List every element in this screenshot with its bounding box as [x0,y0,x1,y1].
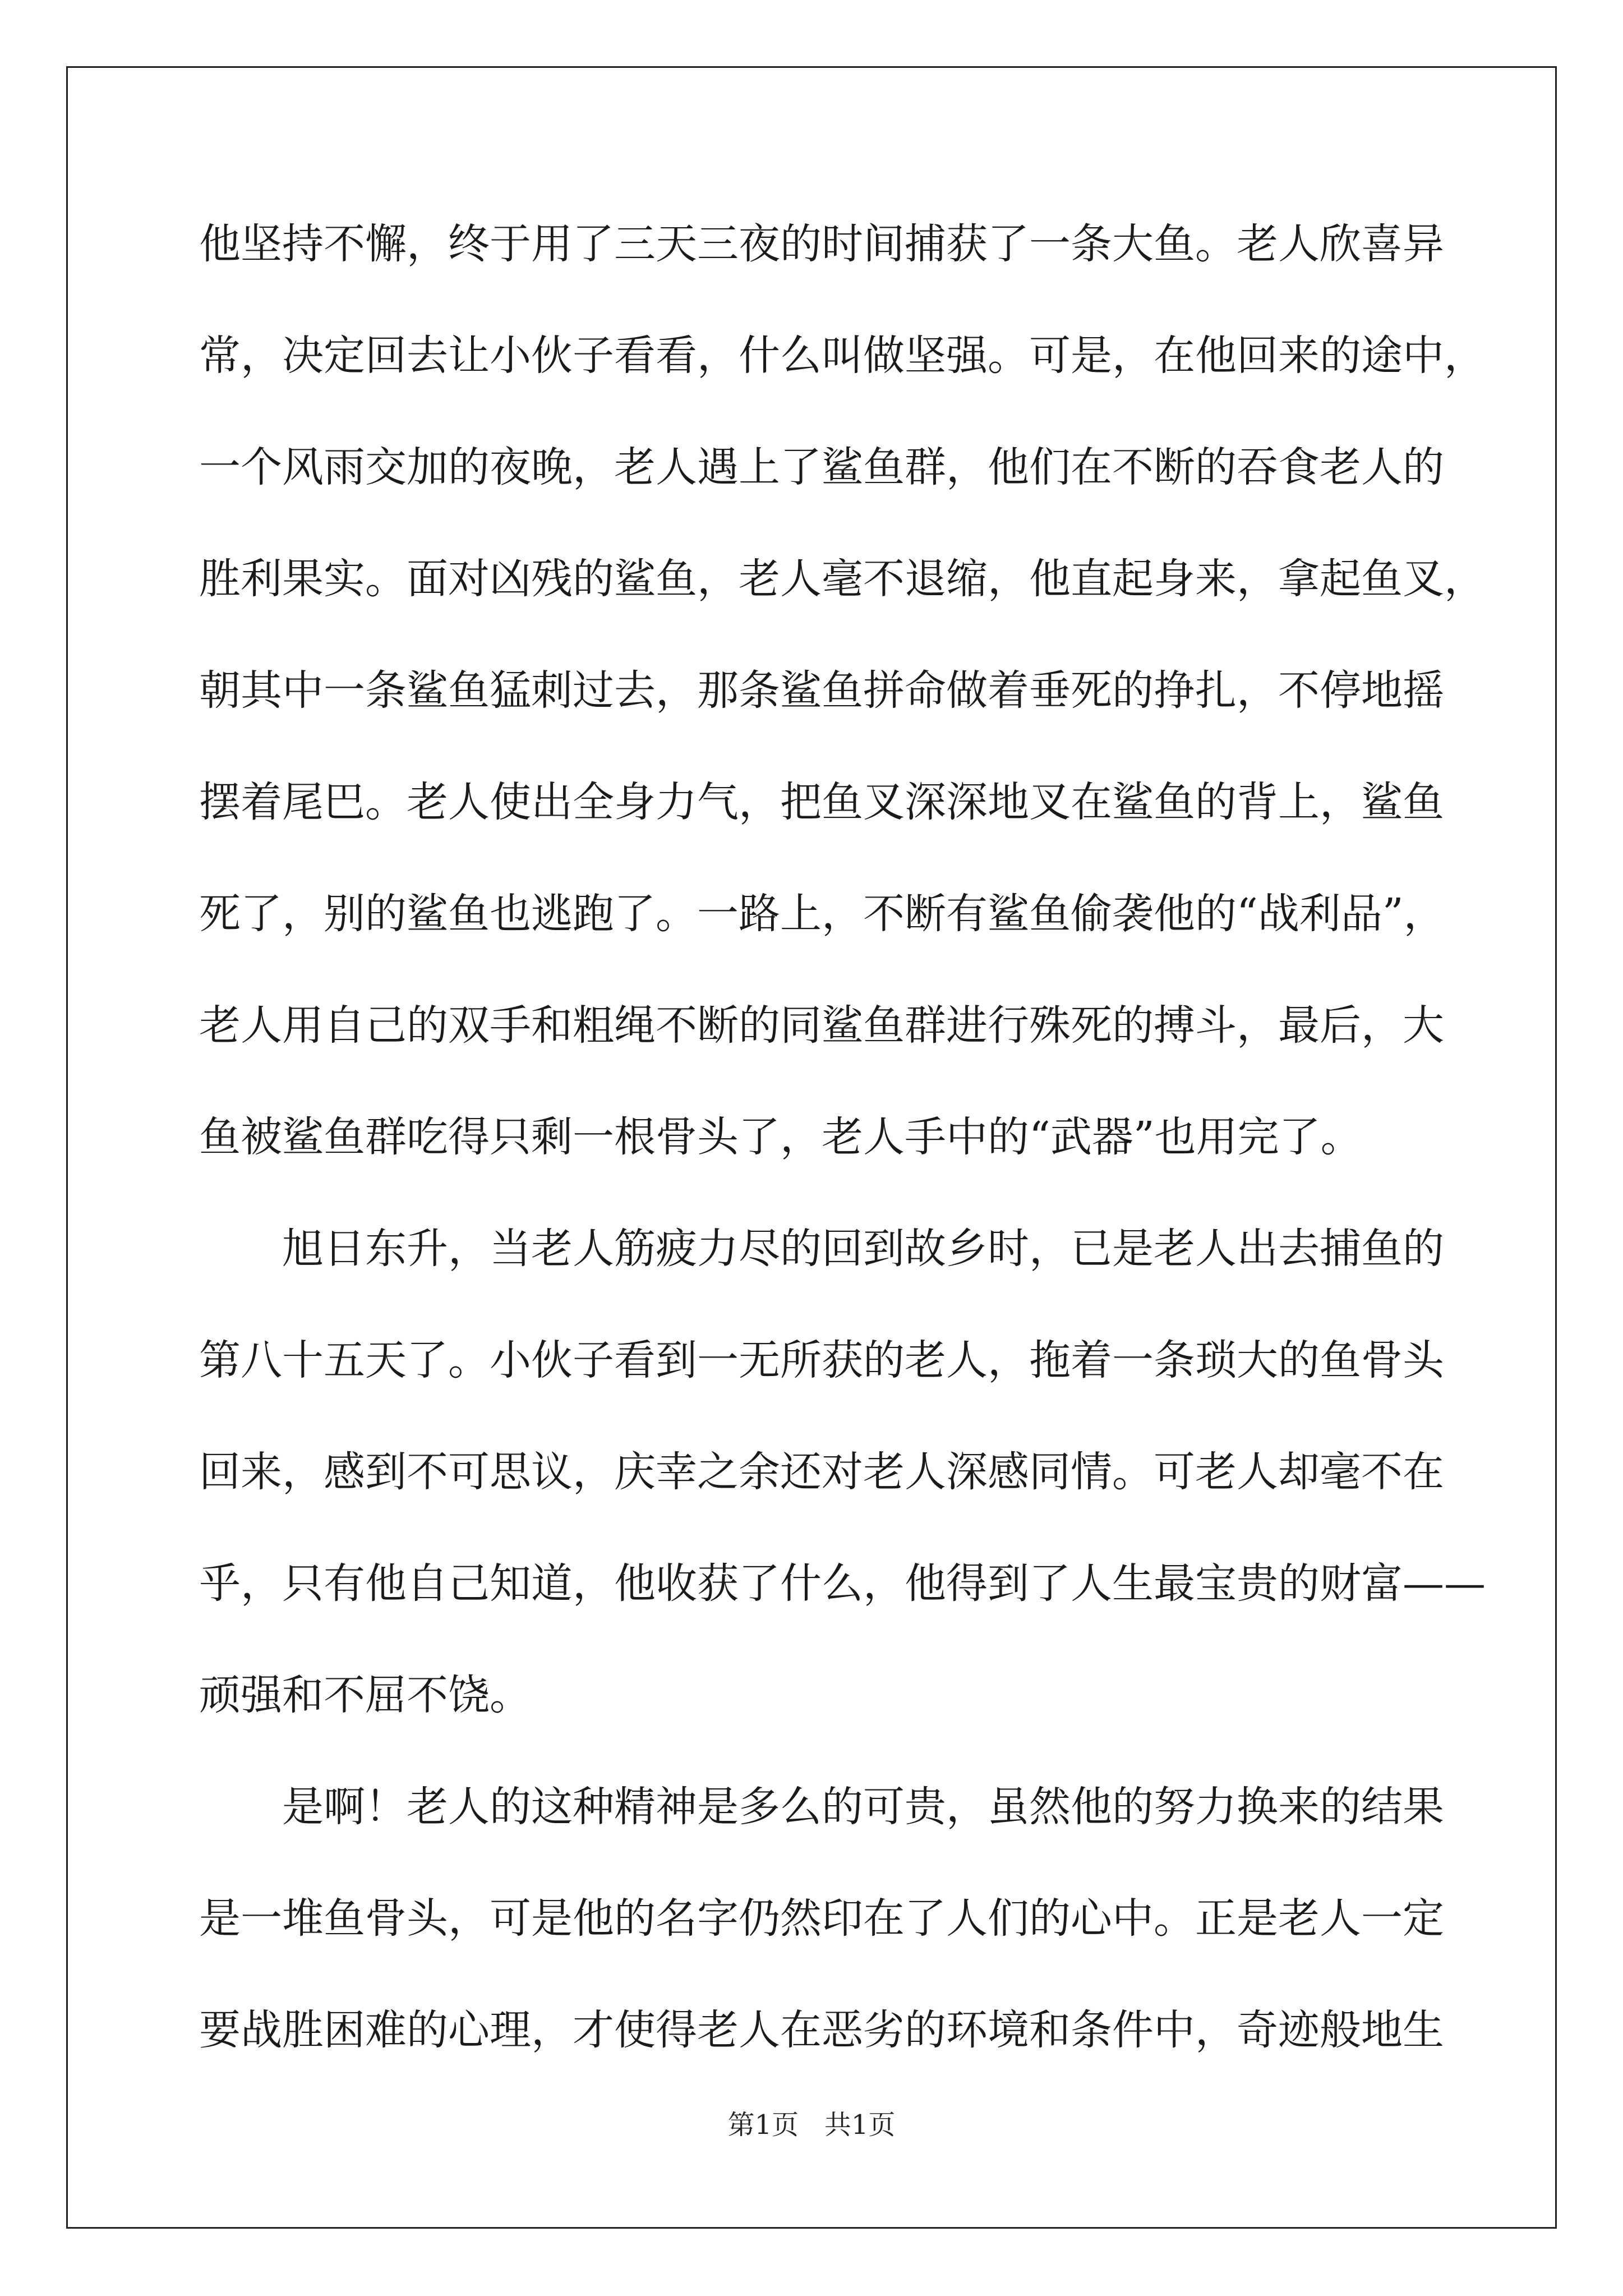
paragraph [199,1776,1444,2111]
text-line: 要战胜困难的心理，才使得老人在恶劣的环境和条件中，奇迹般地生 [199,2006,1444,2054]
text-line: 鱼被鲨鱼群吃得只剩一根骨头了，老人手中的“武器”也用完了。 [199,1113,1362,1161]
text-line: 乎，只有他自己知道，他收获了什么，他得到了人生最宝贵的财富—— [199,1559,1486,1608]
text-line: 死了，别的鲨鱼也逃跑了。一路上，不断有鲨鱼偷袭他的“战利品”， [199,890,1445,938]
text-line: 第八十五天了。小伙子看到一无所获的老人，拖着一条琐大的鱼骨头 [199,1336,1444,1384]
text-line: 是啊！老人的这种精神是多么的可贵，虽然他的努力换来的结果 [282,1783,1444,1831]
page-total: 共1页 [824,2109,896,2141]
text-line: 摆着尾巴。老人使出全身力气，把鱼叉深深地叉在鲨鱼的背上，鲨鱼 [199,778,1444,826]
text-line: 常，决定回去让小伙子看看，什么叫做坚强。可是，在他回来的途中， [199,332,1486,380]
text-line: 老人用自己的双手和粗绳不断的同鲨鱼群进行殊死的搏斗，最后，大 [199,1001,1444,1050]
text-line: 他坚持不懈，终于用了三天三夜的时间捕获了一条大鱼。老人欣喜异 [199,220,1444,268]
page-footer [0,2108,1623,2142]
text-line: 顽强和不屈不饶。 [199,1671,531,1719]
text-line: 回来，感到不可思议，庆幸之余还对老人深感同情。可老人却毫不在 [199,1448,1444,1496]
text-line: 旭日东升，当老人筋疲力尽的回到故乡时，已是老人出去捕鱼的 [282,1225,1444,1273]
text-line: 朝其中一条鲨鱼猛刺过去，那条鲨鱼拼命做着垂死的挣扎，不停地摇 [199,666,1444,715]
text-line: 一个风雨交加的夜晚，老人遇上了鲨鱼群，他们在不断的吞食老人的 [199,443,1444,491]
document-body [199,213,1486,2111]
page-number: 第1页 [727,2109,799,2141]
paragraph [199,1218,1486,1776]
text-line: 是一堆鱼骨头，可是他的名字仍然印在了人们的心中。正是老人一定 [199,1894,1444,1943]
text-line: 胜利果实。面对凶残的鲨鱼，老人毫不退缩，他直起身来，拿起鱼叉， [199,555,1486,603]
paragraph [199,213,1486,1218]
